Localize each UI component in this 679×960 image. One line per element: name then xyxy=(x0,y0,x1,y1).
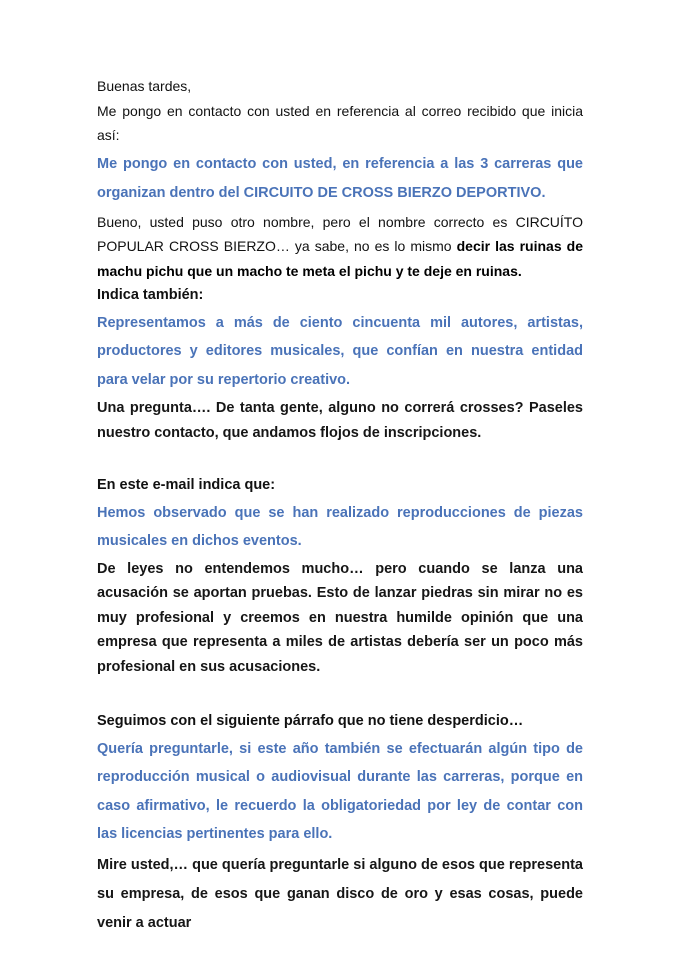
quoted-paragraph-representamos: Representamos a más de ciento cincuenta mil autores, artistas, productores y editores musicales, que confían en nuestra entidad para velar por su repertorio creativo. xyxy=(97,314,583,388)
letter-body xyxy=(97,74,583,938)
comment-mire-usted: Mire usted,… que quería preguntarle si alguno de esos que representa su empresa, de esos que ganan disco de oro y esas cosas, puede venir a actuar xyxy=(97,856,583,931)
spacer xyxy=(97,679,583,709)
spacer xyxy=(97,446,583,473)
paragraph-text: Bueno, usted puso otro nombre, pero el nombre correcto es CIRCUÍTO POPULAR CROSS BIERZO… ya sabe, no es lo mismo xyxy=(97,213,583,254)
quoted-paragraph-queria-preguntarle: Quería preguntarle, si este año también se efectuarán algún tipo de reproducción musical o audiovisual durante las carreras, porque en caso afirmativo, le recuerdo la obligatoriedad por ley de contar con las licencias pertinentes para ello. xyxy=(97,740,583,842)
label-indica-tambien: Indica también: xyxy=(97,287,204,303)
quoted-paragraph-hemos-observado: Hemos observado que se han realizado reproducciones de piezas musicales en dichos eventos. xyxy=(97,504,583,549)
greeting: Buenas tardes, xyxy=(97,78,192,94)
comment-una-pregunta: Una pregunta…. De tanta gente, alguno no correrá crosses? Paseles nuestro contacto, que andamos flojos de inscripciones. xyxy=(97,400,583,441)
label-siguiente-parrafo: Seguimos con el siguiente párrafo que no tiene desperdicio… xyxy=(97,713,524,729)
paragraph-bold-text: decir las ruinas de machu pichu que un macho te meta el pichu y te deje en ruinas. xyxy=(97,238,583,279)
quoted-paragraph-carreras: Me pongo en contacto con usted, en referencia a las 3 carreras que organizan dentro del CIRCUITO DE CROSS BIERZO DEPORTIVO. xyxy=(97,155,583,201)
label-en-este-email: En este e-mail indica que: xyxy=(97,477,276,493)
comment-de-leyes: De leyes no entendemos mucho… pero cuando se lanza una acusación se aportan pruebas. Esto de lanzar piedras sin mirar no es muy profesional y creemos en nuestra humilde opinión que una empresa que representa a miles de artistas debería ser un poco más profesional en sus acusaciones. xyxy=(97,560,583,675)
intro-paragraph: Me pongo en contacto con usted en referencia al correo recibido que inicia así: xyxy=(97,102,583,143)
paragraph-nombre-correcto xyxy=(97,210,583,284)
